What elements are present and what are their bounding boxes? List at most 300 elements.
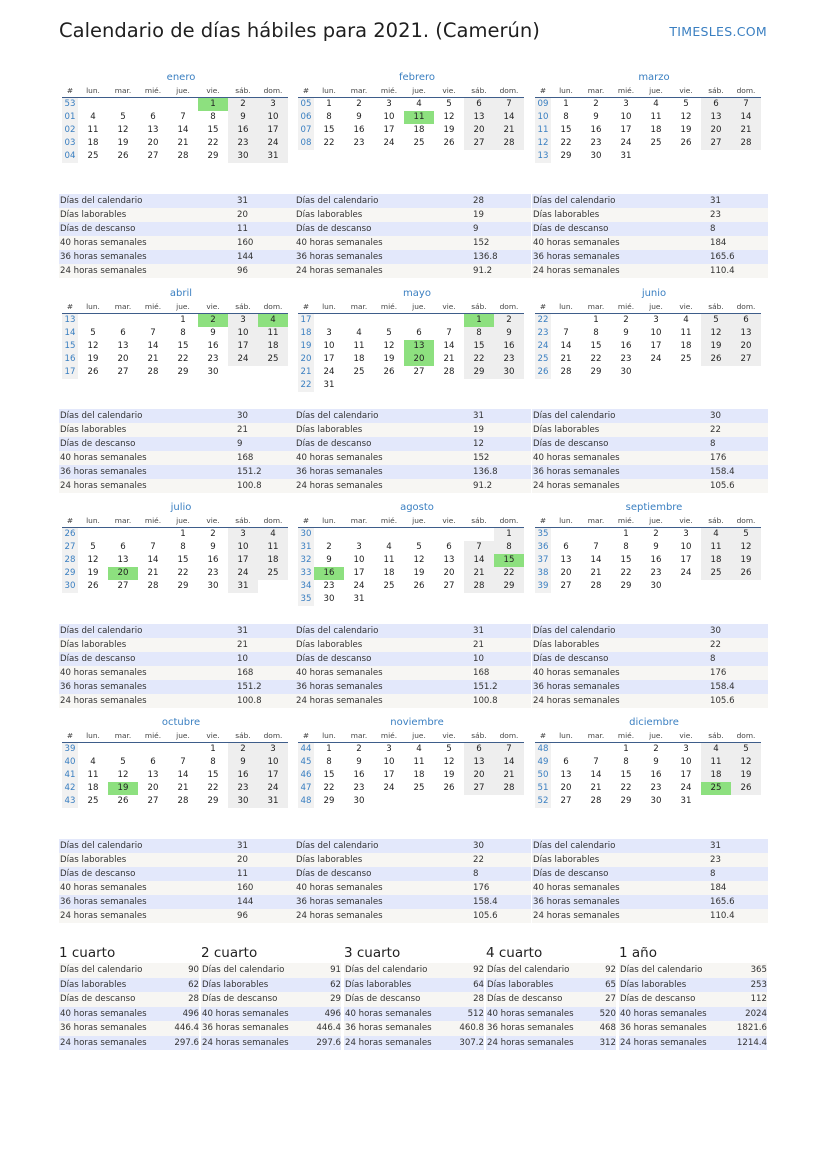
day-cell[interactable]: 11 xyxy=(258,541,288,554)
day-cell[interactable]: 29 xyxy=(620,796,632,806)
day-cell[interactable]: 13 xyxy=(117,555,129,565)
day-cell[interactable]: 3 xyxy=(356,542,362,552)
day-cell[interactable]: 30 xyxy=(228,150,258,163)
day-cell[interactable]: 20 xyxy=(117,354,129,364)
day-cell[interactable]: 21 xyxy=(147,568,159,578)
day-cell[interactable]: 19 xyxy=(87,568,99,578)
day-cell[interactable]: 25 xyxy=(413,783,425,793)
day-cell[interactable]: 25 xyxy=(87,151,99,161)
day-cell[interactable]: 14 xyxy=(464,554,494,567)
day-cell[interactable]: 24 xyxy=(650,354,662,364)
day-cell[interactable]: 15 xyxy=(323,125,335,135)
day-cell[interactable]: 14 xyxy=(147,555,159,565)
day-cell[interactable]: 27 xyxy=(117,581,129,591)
day-cell[interactable]: 30 xyxy=(590,151,602,161)
day-cell[interactable]: 9 xyxy=(326,555,332,565)
day-cell[interactable]: 22 xyxy=(560,138,572,148)
day-cell[interactable]: 13 xyxy=(560,555,572,565)
day-cell[interactable]: 19 xyxy=(731,769,761,782)
day-cell[interactable]: 7 xyxy=(731,98,761,111)
day-cell[interactable]: 22 xyxy=(177,568,189,578)
day-cell[interactable]: 5 xyxy=(731,528,761,541)
day-cell[interactable]: 17 xyxy=(258,124,288,137)
day-cell[interactable]: 23 xyxy=(590,138,602,148)
day-cell[interactable]: 11 xyxy=(680,328,692,338)
day-cell[interactable]: 14 xyxy=(494,756,524,769)
day-cell[interactable]: 10 xyxy=(258,756,288,769)
day-cell[interactable]: 28 xyxy=(494,782,524,795)
day-cell[interactable]: 17 xyxy=(680,555,692,565)
day-cell[interactable]: 27 xyxy=(117,367,129,377)
day-cell[interactable]: 1 xyxy=(494,528,524,541)
day-cell[interactable]: 27 xyxy=(147,796,159,806)
day-cell[interactable]: 18 xyxy=(258,554,288,567)
day-cell[interactable]: 3 xyxy=(623,99,629,109)
day-cell[interactable]: 18 xyxy=(650,125,662,135)
day-cell[interactable]: 12 xyxy=(731,756,761,769)
day-cell[interactable]: 17 xyxy=(650,341,662,351)
day-cell[interactable]: 28 xyxy=(590,796,602,806)
day-cell[interactable]: 20 xyxy=(443,568,455,578)
day-cell[interactable]: 1 xyxy=(210,744,216,754)
day-cell[interactable]: 16 xyxy=(494,340,524,353)
holiday-day-cell[interactable]: 1 xyxy=(198,98,228,111)
day-cell[interactable]: 13 xyxy=(443,555,455,565)
day-cell[interactable]: 5 xyxy=(446,99,452,109)
day-cell[interactable]: 6 xyxy=(120,328,126,338)
day-cell[interactable]: 20 xyxy=(464,769,494,782)
day-cell[interactable]: 31 xyxy=(228,580,258,593)
day-cell[interactable]: 8 xyxy=(210,757,216,767)
day-cell[interactable]: 25 xyxy=(413,138,425,148)
day-cell[interactable]: 15 xyxy=(620,555,632,565)
day-cell[interactable]: 30 xyxy=(228,795,258,808)
day-cell[interactable]: 10 xyxy=(258,111,288,124)
day-cell[interactable]: 26 xyxy=(117,796,129,806)
day-cell[interactable]: 1 xyxy=(180,315,186,325)
day-cell[interactable]: 16 xyxy=(650,770,662,780)
day-cell[interactable]: 26 xyxy=(443,783,455,793)
day-cell[interactable]: 8 xyxy=(210,112,216,122)
day-cell[interactable]: 28 xyxy=(177,151,189,161)
day-cell[interactable]: 4 xyxy=(653,99,659,109)
day-cell[interactable]: 23 xyxy=(228,782,258,795)
day-cell[interactable]: 23 xyxy=(650,783,662,793)
day-cell[interactable]: 9 xyxy=(593,112,599,122)
day-cell[interactable]: 29 xyxy=(207,796,219,806)
day-cell[interactable]: 5 xyxy=(731,743,761,756)
day-cell[interactable]: 31 xyxy=(680,796,692,806)
day-cell[interactable]: 23 xyxy=(323,581,335,591)
day-cell[interactable]: 22 xyxy=(323,138,335,148)
day-cell[interactable]: 29 xyxy=(177,367,189,377)
day-cell[interactable]: 14 xyxy=(731,111,761,124)
day-cell[interactable]: 3 xyxy=(326,328,332,338)
day-cell[interactable]: 23 xyxy=(353,138,365,148)
day-cell[interactable]: 24 xyxy=(383,138,395,148)
day-cell[interactable]: 16 xyxy=(353,770,365,780)
day-cell[interactable]: 6 xyxy=(563,542,569,552)
day-cell[interactable]: 17 xyxy=(620,125,632,135)
day-cell[interactable]: 10 xyxy=(228,541,258,554)
day-cell[interactable]: 18 xyxy=(383,568,395,578)
day-cell[interactable]: 13 xyxy=(560,770,572,780)
day-cell[interactable]: 16 xyxy=(650,555,662,565)
day-cell[interactable]: 18 xyxy=(413,770,425,780)
day-cell[interactable]: 1 xyxy=(593,315,599,325)
holiday-day-cell[interactable]: 13 xyxy=(404,340,434,353)
day-cell[interactable]: 21 xyxy=(177,138,189,148)
day-cell[interactable]: 30 xyxy=(650,796,662,806)
day-cell[interactable]: 2 xyxy=(210,529,216,539)
day-cell[interactable]: 13 xyxy=(147,770,159,780)
day-cell[interactable]: 21 xyxy=(560,354,572,364)
day-cell[interactable]: 7 xyxy=(593,757,599,767)
day-cell[interactable]: 30 xyxy=(207,581,219,591)
day-cell[interactable]: 7 xyxy=(494,98,524,111)
day-cell[interactable]: 17 xyxy=(383,770,395,780)
day-cell[interactable]: 21 xyxy=(494,769,524,782)
day-cell[interactable]: 28 xyxy=(731,137,761,150)
day-cell[interactable]: 5 xyxy=(701,314,731,327)
day-cell[interactable]: 12 xyxy=(443,112,455,122)
day-cell[interactable]: 14 xyxy=(177,125,189,135)
day-cell[interactable]: 15 xyxy=(177,341,189,351)
brand-link[interactable]: TIMESLES.COM xyxy=(669,24,767,39)
day-cell[interactable]: 7 xyxy=(180,757,186,767)
day-cell[interactable]: 2 xyxy=(356,99,362,109)
day-cell[interactable]: 15 xyxy=(323,770,335,780)
day-cell[interactable]: 15 xyxy=(464,340,494,353)
day-cell[interactable]: 13 xyxy=(147,125,159,135)
day-cell[interactable]: 9 xyxy=(623,328,629,338)
day-cell[interactable]: 17 xyxy=(323,354,335,364)
day-cell[interactable]: 11 xyxy=(701,541,731,554)
day-cell[interactable]: 6 xyxy=(150,112,156,122)
day-cell[interactable]: 29 xyxy=(560,151,572,161)
day-cell[interactable]: 10 xyxy=(353,555,365,565)
day-cell[interactable]: 26 xyxy=(701,353,731,366)
day-cell[interactable]: 19 xyxy=(443,770,455,780)
holiday-day-cell[interactable]: 20 xyxy=(108,567,138,580)
day-cell[interactable]: 21 xyxy=(464,567,494,580)
day-cell[interactable]: 14 xyxy=(590,770,602,780)
day-cell[interactable]: 17 xyxy=(258,769,288,782)
day-cell[interactable]: 24 xyxy=(383,783,395,793)
day-cell[interactable]: 20 xyxy=(147,138,159,148)
day-cell[interactable]: 24 xyxy=(620,138,632,148)
day-cell[interactable]: 24 xyxy=(680,568,692,578)
day-cell[interactable]: 6 xyxy=(150,757,156,767)
day-cell[interactable]: 4 xyxy=(701,528,731,541)
day-cell[interactable]: 2 xyxy=(653,529,659,539)
day-cell[interactable]: 30 xyxy=(494,366,524,379)
day-cell[interactable]: 8 xyxy=(623,542,629,552)
day-cell[interactable]: 11 xyxy=(353,341,365,351)
day-cell[interactable]: 8 xyxy=(494,541,524,554)
day-cell[interactable]: 3 xyxy=(683,529,689,539)
day-cell[interactable]: 1 xyxy=(623,744,629,754)
day-cell[interactable]: 14 xyxy=(494,111,524,124)
day-cell[interactable]: 28 xyxy=(464,580,494,593)
day-cell[interactable]: 18 xyxy=(413,125,425,135)
day-cell[interactable]: 13 xyxy=(731,327,761,340)
day-cell[interactable]: 2 xyxy=(228,98,258,111)
day-cell[interactable]: 4 xyxy=(90,757,96,767)
day-cell[interactable]: 8 xyxy=(180,542,186,552)
day-cell[interactable]: 20 xyxy=(147,783,159,793)
day-cell[interactable]: 6 xyxy=(731,314,761,327)
day-cell[interactable]: 28 xyxy=(147,367,159,377)
day-cell[interactable]: 25 xyxy=(353,367,365,377)
day-cell[interactable]: 9 xyxy=(228,111,258,124)
day-cell[interactable]: 27 xyxy=(413,367,425,377)
day-cell[interactable]: 25 xyxy=(680,354,692,364)
day-cell[interactable]: 29 xyxy=(620,581,632,591)
day-cell[interactable]: 18 xyxy=(701,554,731,567)
day-cell[interactable]: 24 xyxy=(353,581,365,591)
day-cell[interactable]: 20 xyxy=(464,124,494,137)
day-cell[interactable]: 12 xyxy=(87,341,99,351)
holiday-day-cell[interactable]: 25 xyxy=(701,782,731,795)
day-cell[interactable]: 7 xyxy=(150,542,156,552)
day-cell[interactable]: 31 xyxy=(620,151,632,161)
day-cell[interactable]: 24 xyxy=(258,782,288,795)
day-cell[interactable]: 11 xyxy=(87,125,99,135)
day-cell[interactable]: 21 xyxy=(590,568,602,578)
day-cell[interactable]: 28 xyxy=(494,137,524,150)
day-cell[interactable]: 18 xyxy=(258,340,288,353)
day-cell[interactable]: 31 xyxy=(323,380,335,390)
day-cell[interactable]: 5 xyxy=(90,328,96,338)
day-cell[interactable]: 3 xyxy=(683,744,689,754)
day-cell[interactable]: 29 xyxy=(464,366,494,379)
day-cell[interactable]: 2 xyxy=(593,99,599,109)
day-cell[interactable]: 7 xyxy=(150,328,156,338)
day-cell[interactable]: 17 xyxy=(228,340,258,353)
day-cell[interactable]: 3 xyxy=(653,315,659,325)
holiday-day-cell[interactable]: 11 xyxy=(404,111,434,124)
day-cell[interactable]: 6 xyxy=(416,328,422,338)
day-cell[interactable]: 10 xyxy=(228,327,258,340)
day-cell[interactable]: 2 xyxy=(326,542,332,552)
day-cell[interactable]: 1 xyxy=(623,529,629,539)
day-cell[interactable]: 12 xyxy=(117,770,129,780)
day-cell[interactable]: 20 xyxy=(701,124,731,137)
day-cell[interactable]: 16 xyxy=(228,124,258,137)
day-cell[interactable]: 19 xyxy=(680,125,692,135)
day-cell[interactable]: 1 xyxy=(563,99,569,109)
day-cell[interactable]: 1 xyxy=(326,744,332,754)
day-cell[interactable]: 10 xyxy=(383,757,395,767)
day-cell[interactable]: 6 xyxy=(701,98,731,111)
day-cell[interactable]: 30 xyxy=(323,594,335,604)
day-cell[interactable]: 30 xyxy=(620,367,632,377)
holiday-day-cell[interactable]: 16 xyxy=(314,567,344,580)
day-cell[interactable]: 16 xyxy=(620,341,632,351)
day-cell[interactable]: 19 xyxy=(87,354,99,364)
day-cell[interactable]: 21 xyxy=(443,354,455,364)
day-cell[interactable]: 5 xyxy=(416,542,422,552)
day-cell[interactable]: 6 xyxy=(446,542,452,552)
day-cell[interactable]: 15 xyxy=(177,555,189,565)
day-cell[interactable]: 29 xyxy=(177,581,189,591)
day-cell[interactable]: 4 xyxy=(356,328,362,338)
day-cell[interactable]: 26 xyxy=(117,151,129,161)
day-cell[interactable]: 27 xyxy=(464,137,494,150)
day-cell[interactable]: 1 xyxy=(326,99,332,109)
day-cell[interactable]: 6 xyxy=(464,98,494,111)
day-cell[interactable]: 7 xyxy=(593,542,599,552)
day-cell[interactable]: 19 xyxy=(701,340,731,353)
day-cell[interactable]: 3 xyxy=(386,744,392,754)
day-cell[interactable]: 24 xyxy=(323,367,335,377)
day-cell[interactable]: 4 xyxy=(416,744,422,754)
day-cell[interactable]: 16 xyxy=(228,769,258,782)
day-cell[interactable]: 7 xyxy=(464,541,494,554)
day-cell[interactable]: 24 xyxy=(258,137,288,150)
day-cell[interactable]: 24 xyxy=(680,783,692,793)
day-cell[interactable]: 26 xyxy=(680,138,692,148)
day-cell[interactable]: 28 xyxy=(590,581,602,591)
day-cell[interactable]: 25 xyxy=(258,567,288,580)
day-cell[interactable]: 12 xyxy=(383,341,395,351)
day-cell[interactable]: 23 xyxy=(207,354,219,364)
day-cell[interactable]: 21 xyxy=(590,783,602,793)
day-cell[interactable]: 9 xyxy=(653,542,659,552)
day-cell[interactable]: 27 xyxy=(560,581,572,591)
day-cell[interactable]: 12 xyxy=(680,112,692,122)
day-cell[interactable]: 5 xyxy=(120,112,126,122)
day-cell[interactable]: 20 xyxy=(731,340,761,353)
day-cell[interactable]: 4 xyxy=(416,99,422,109)
day-cell[interactable]: 13 xyxy=(701,111,731,124)
day-cell[interactable]: 21 xyxy=(731,124,761,137)
day-cell[interactable]: 27 xyxy=(443,581,455,591)
day-cell[interactable]: 5 xyxy=(386,328,392,338)
day-cell[interactable]: 10 xyxy=(620,112,632,122)
day-cell[interactable]: 30 xyxy=(207,367,219,377)
day-cell[interactable]: 24 xyxy=(228,353,258,366)
day-cell[interactable]: 11 xyxy=(258,327,288,340)
day-cell[interactable]: 11 xyxy=(383,555,395,565)
day-cell[interactable]: 25 xyxy=(383,581,395,591)
holiday-day-cell[interactable]: 2 xyxy=(198,314,228,327)
day-cell[interactable]: 19 xyxy=(383,354,395,364)
day-cell[interactable]: 8 xyxy=(180,328,186,338)
day-cell[interactable]: 25 xyxy=(650,138,662,148)
day-cell[interactable]: 23 xyxy=(353,783,365,793)
day-cell[interactable]: 8 xyxy=(464,327,494,340)
day-cell[interactable]: 22 xyxy=(207,138,219,148)
day-cell[interactable]: 21 xyxy=(494,124,524,137)
day-cell[interactable]: 14 xyxy=(177,770,189,780)
day-cell[interactable]: 11 xyxy=(701,756,731,769)
day-cell[interactable]: 2 xyxy=(653,744,659,754)
day-cell[interactable]: 25 xyxy=(87,796,99,806)
day-cell[interactable]: 9 xyxy=(494,327,524,340)
day-cell[interactable]: 29 xyxy=(590,367,602,377)
day-cell[interactable]: 9 xyxy=(356,757,362,767)
day-cell[interactable]: 22 xyxy=(620,783,632,793)
day-cell[interactable]: 14 xyxy=(443,341,455,351)
day-cell[interactable]: 10 xyxy=(383,112,395,122)
day-cell[interactable]: 27 xyxy=(701,137,731,150)
day-cell[interactable]: 4 xyxy=(683,315,689,325)
day-cell[interactable]: 29 xyxy=(494,580,524,593)
day-cell[interactable]: 15 xyxy=(207,125,219,135)
holiday-day-cell[interactable]: 1 xyxy=(464,314,494,327)
day-cell[interactable]: 15 xyxy=(590,341,602,351)
day-cell[interactable]: 23 xyxy=(228,137,258,150)
day-cell[interactable]: 13 xyxy=(464,111,494,124)
day-cell[interactable]: 26 xyxy=(731,567,761,580)
day-cell[interactable]: 8 xyxy=(563,112,569,122)
day-cell[interactable]: 21 xyxy=(147,354,159,364)
day-cell[interactable]: 3 xyxy=(228,314,258,327)
day-cell[interactable]: 26 xyxy=(731,782,761,795)
day-cell[interactable]: 25 xyxy=(701,567,731,580)
day-cell[interactable]: 17 xyxy=(228,554,258,567)
day-cell[interactable]: 5 xyxy=(446,744,452,754)
day-cell[interactable]: 2 xyxy=(228,743,258,756)
day-cell[interactable]: 25 xyxy=(258,353,288,366)
day-cell[interactable]: 28 xyxy=(147,581,159,591)
day-cell[interactable]: 16 xyxy=(590,125,602,135)
day-cell[interactable]: 1 xyxy=(180,529,186,539)
day-cell[interactable]: 18 xyxy=(353,354,365,364)
day-cell[interactable]: 6 xyxy=(563,757,569,767)
day-cell[interactable]: 19 xyxy=(443,125,455,135)
day-cell[interactable]: 27 xyxy=(731,353,761,366)
day-cell[interactable]: 5 xyxy=(90,542,96,552)
day-cell[interactable]: 15 xyxy=(560,125,572,135)
day-cell[interactable]: 12 xyxy=(87,555,99,565)
day-cell[interactable]: 9 xyxy=(228,756,258,769)
day-cell[interactable]: 15 xyxy=(207,770,219,780)
day-cell[interactable]: 23 xyxy=(494,353,524,366)
holiday-day-cell[interactable]: 15 xyxy=(494,554,524,567)
day-cell[interactable]: 8 xyxy=(623,757,629,767)
day-cell[interactable]: 7 xyxy=(180,112,186,122)
day-cell[interactable]: 26 xyxy=(87,367,99,377)
day-cell[interactable]: 26 xyxy=(383,367,395,377)
day-cell[interactable]: 17 xyxy=(680,770,692,780)
day-cell[interactable]: 19 xyxy=(413,568,425,578)
day-cell[interactable]: 14 xyxy=(560,341,572,351)
day-cell[interactable]: 3 xyxy=(386,99,392,109)
day-cell[interactable]: 23 xyxy=(650,568,662,578)
day-cell[interactable]: 6 xyxy=(464,743,494,756)
day-cell[interactable]: 24 xyxy=(228,567,258,580)
day-cell[interactable]: 22 xyxy=(323,783,335,793)
day-cell[interactable]: 22 xyxy=(620,568,632,578)
day-cell[interactable]: 28 xyxy=(443,367,455,377)
day-cell[interactable]: 15 xyxy=(620,770,632,780)
day-cell[interactable]: 4 xyxy=(90,112,96,122)
day-cell[interactable]: 19 xyxy=(117,138,129,148)
day-cell[interactable]: 23 xyxy=(207,568,219,578)
holiday-day-cell[interactable]: 4 xyxy=(258,314,288,327)
day-cell[interactable]: 13 xyxy=(464,756,494,769)
day-cell[interactable]: 3 xyxy=(228,528,258,541)
day-cell[interactable]: 2 xyxy=(623,315,629,325)
day-cell[interactable]: 20 xyxy=(560,783,572,793)
day-cell[interactable]: 29 xyxy=(207,151,219,161)
day-cell[interactable]: 3 xyxy=(258,98,288,111)
day-cell[interactable]: 31 xyxy=(258,795,288,808)
day-cell[interactable]: 22 xyxy=(494,567,524,580)
